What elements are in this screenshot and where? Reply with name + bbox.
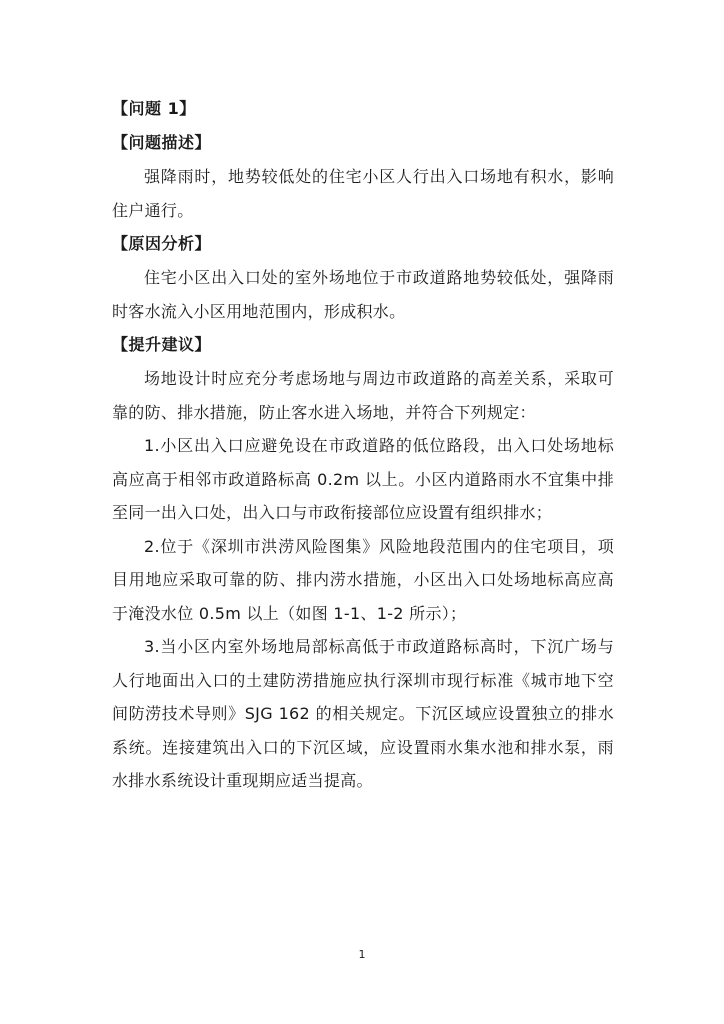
advice-item-1: 1.小区出入口应避免设在市政道路的低位路段，出入口处场地标高应高于相邻市政道路标高 0.2m 以上。小区内道路雨水不宜集中排至同一出入口处，出入口与市政衔接部位应设置有组织排水； xyxy=(112,436,614,522)
advice-item-2: 2.位于《深圳市洪涝风险图集》风险地段范围内的住宅项目，项目用地应采取可靠的防、排内涝水措施，小区出入口处场地标高应高于淹没水位 0.5m 以上（如图 1-1、1-2 所示）； xyxy=(112,536,614,623)
problem-description-heading: 【问题描述】 xyxy=(112,133,212,152)
improvement-advice-heading: 【提升建议】 xyxy=(112,335,212,354)
page-number: 1 xyxy=(358,948,366,961)
problem-title: 【问题 1】 xyxy=(112,99,196,118)
improvement-advice-intro: 场地设计时应充分考虑场地与周边市政道路的高差关系，采取可靠的防、排水措施，防止客水进入场地，并符合下列规定： xyxy=(112,369,614,422)
problem-description-text: 强降雨时，地势较低处的住宅小区人行出入口场地有积水，影响住户通行。 xyxy=(112,167,614,220)
document-body xyxy=(112,92,614,798)
advice-item-3: 3.当小区内室外场地局部标高低于市政道路标高时，下沉广场与人行地面出入口的土建防涝措施应执行深圳市现行标准《城市地下空间防涝技术导则》SJG 162 的相关规定。下沉区域应设置独立的排水系统。连接建筑出入口的下沉区域，应设置雨水集水池和排水泵，雨水排水系统设计重现期应适当提高。 xyxy=(112,637,614,790)
cause-analysis-heading: 【原因分析】 xyxy=(112,234,212,253)
cause-analysis-text: 住宅小区出入口处的室外场地位于市政道路地势较低处，强降雨时客水流入小区用地范围内，形成积水。 xyxy=(112,268,614,321)
